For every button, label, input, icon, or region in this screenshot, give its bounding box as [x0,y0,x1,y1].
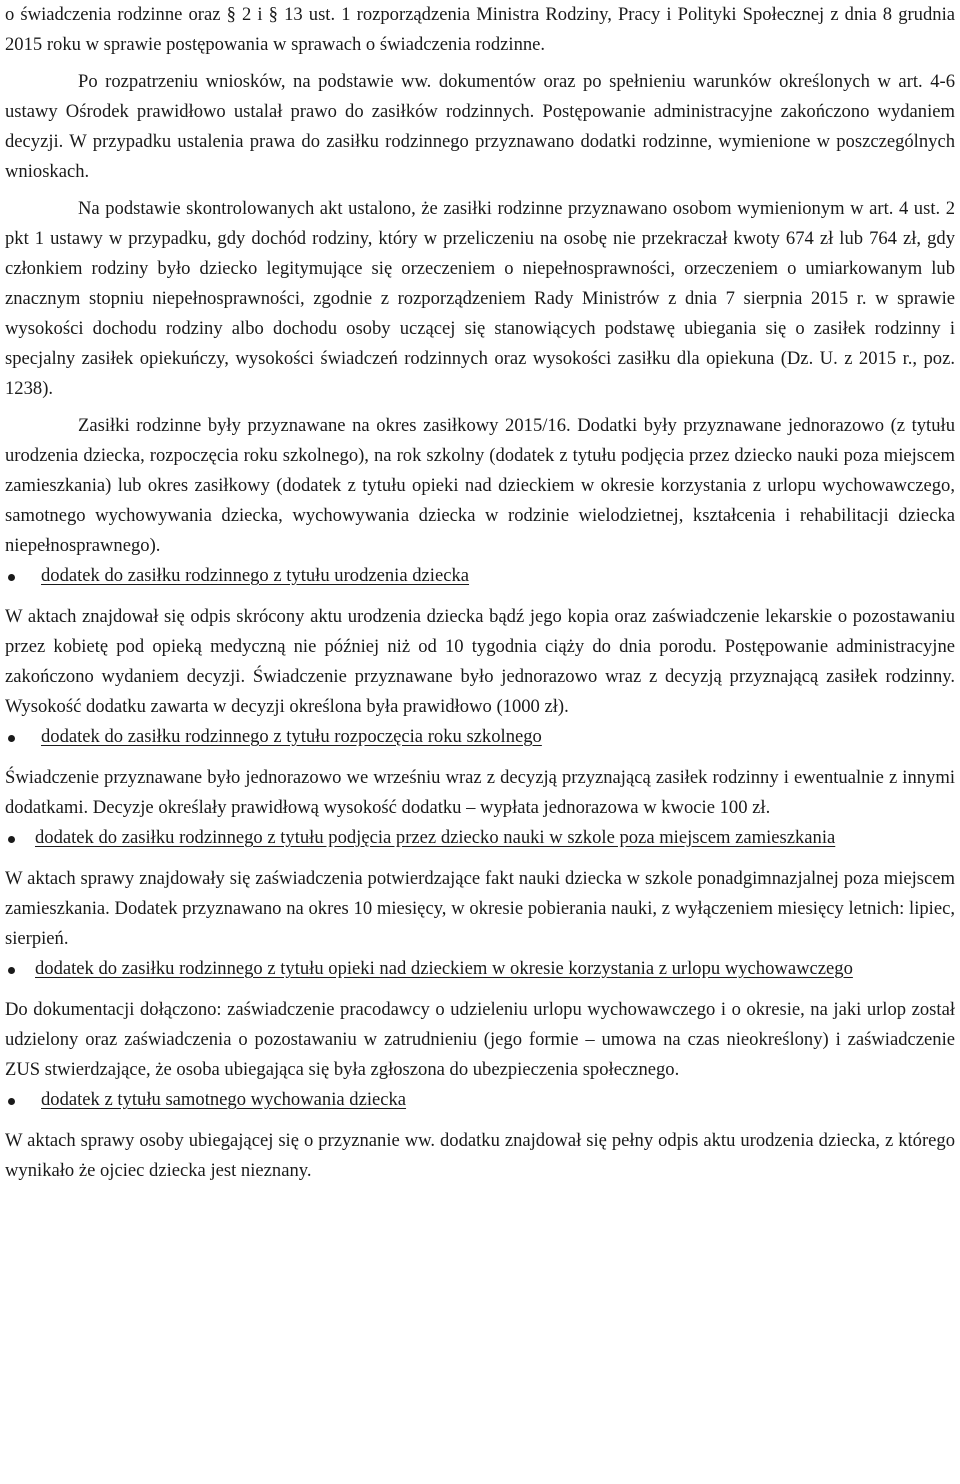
paragraph-decisions: Po rozpatrzeniu wniosków, na podstawie ww. dokumentów oraz po spełnieniu warunków określonych w art. 4-6 ustawy Ośrodek prawidłowo ustalał prawo do zasiłków rodzinnych. Postępowanie administracyjne zakończono wydaniem decyzji. W przypadku ustalenia prawa do zasiłku rodzinnego przyznawano dodatki rodzinne, wymienione w poszczególnych wnioskach. [5,71,955,182]
section-heading-text: dodatek do zasiłku rodzinnego z tytułu opieki nad dzieckiem w okresie korzystania z urlopu wychowawczego [35,958,853,979]
paragraph-eligibility: Na podstawie skontrolowanych akt ustalono, że zasiłki rodzinne przyznawano osobom wymienionym w art. 4 ust. 2 pkt 1 ustawy w przypadku, gdy dochód rodziny, który w przeliczeniu na osobę nie przekraczał kwoty 674 zł lub 764 zł, gdy członkiem rodziny było dziecko legitymujące się orzeczeniem o niepełnosprawności, orzeczeniem o umiarkowanym lub znacznym stopniu niepełnosprawności, zgodnie z rozporządzeniem Rady Ministrów z dnia 7 sierpnia 2015 r. w sprawie wysokości dochodu rodziny albo dochodu osoby uczącej się stanowiących podstawę ubiegania się o zasiłek rodzinny i specjalny zasiłek opiekuńczy, wysokości świadczeń rodzinnych oraz wysokości zasiłku dla opiekuna (Dz. U. z 2015 r., poz. 1238). [5,198,955,399]
bullet-icon [8,735,15,742]
section-heading-school-away [5,823,955,853]
paragraph-legal-basis: o świadczenia rodzinne oraz § 2 i § 13 ust. 1 rozporządzenia Ministra Rodziny, Pracy i Polityki Społecznej z dnia 8 grudnia 2015 roku w sprawie postępowania w sprawach o świadczenia rodzinne. [5,4,955,55]
paragraph-benefit-period: Zasiłki rodzinne były przyznawane na okres zasiłkowy 2015/16. Dodatki były przyznawane jednorazowo (z tytułu urodzenia dziecka, rozpoczęcia roku szkolnego), na rok szkolny (dodatek z tytułu podjęcia przez dziecko nauki poza miejscem zamieszkania) lub okres zasiłkowy (dodatek z tytułu opieki nad dzieckiem w okresie korzystania z urlopu wychowawczego, samotnego wychowywania dziecka, wychowywania dziecka w rodzinie wielodzietnej, kształcenia i rehabilitacji dziecka niepełnosprawnego). [5,415,955,556]
section-body-school-away: W aktach sprawy znajdowały się zaświadczenia potwierdzające fakt nauki dziecka w szkole ponadgimnazjalnej poza miejscem zamieszkania. Dodatek przyznawano na okres 10 miesięcy, w okresie pobierania nauki, z wyłączeniem miesięcy letnich: lipiec, sierpień. [5,868,955,949]
section-heading-school-year [5,722,955,752]
bullet-icon [8,574,15,581]
section-heading-parental-leave [5,954,955,984]
section-heading-text: dodatek do zasiłku rodzinnego z tytułu rozpoczęcia roku szkolnego [41,726,542,747]
section-heading-text: dodatek do zasiłku rodzinnego z tytułu podjęcia przez dziecko nauki w szkole poza miejscem zamieszkania [35,827,836,848]
bullet-icon [8,967,15,974]
section-heading-single-parent [5,1085,955,1115]
bullet-icon [8,836,15,843]
section-body-parental-leave: Do dokumentacji dołączono: zaświadczenie pracodawcy o udzieleniu urlopu wychowawczego i o okresie, na jaki urlop został udzielony oraz zaświadczenia o pozostawaniu w zatrudnieniu (jego formie – umowa na czas nieokreślony) i zaświadczenie ZUS stwierdzające, że osoba ubiegająca się była zgłoszona do ubezpieczenia społecznego. [5,999,955,1080]
section-heading-text: dodatek z tytułu samotnego wychowania dziecka [41,1089,407,1110]
section-heading-text: dodatek do zasiłku rodzinnego z tytułu urodzenia dziecka [41,565,470,586]
section-body-single-parent: W aktach sprawy osoby ubiegającej się o przyznanie ww. dodatku znajdował się pełny odpis aktu urodzenia dziecka, z którego wynikało że ojciec dziecka jest nieznany. [5,1130,955,1181]
bullet-icon [8,1098,15,1105]
section-body-school-year: Świadczenie przyznawane było jednorazowo we wrześniu wraz z decyzją przyznającą zasiłek rodzinny i ewentualnie z innymi dodatkami. Decyzje określały prawidłową wysokość dodatku – wypłata jednorazowa w kwocie 100 zł. [5,767,955,818]
section-body-birth: W aktach znajdował się odpis skrócony aktu urodzenia dziecka bądź jego kopia oraz zaświadczenie lekarskie o pozostawaniu przez kobietę pod opieką medyczną nie później niż od 10 tygodnia ciąży do dnia porodu. Postępowanie administracyjne zakończono wydaniem decyzji. Świadczenie przyznawane było jednorazowo wraz z decyzją przyznającą zasiłek rodzinny. Wysokość dodatku zawarta w decyzji określona była prawidłowo (1000 zł). [5,606,955,717]
section-heading-birth [5,561,955,591]
